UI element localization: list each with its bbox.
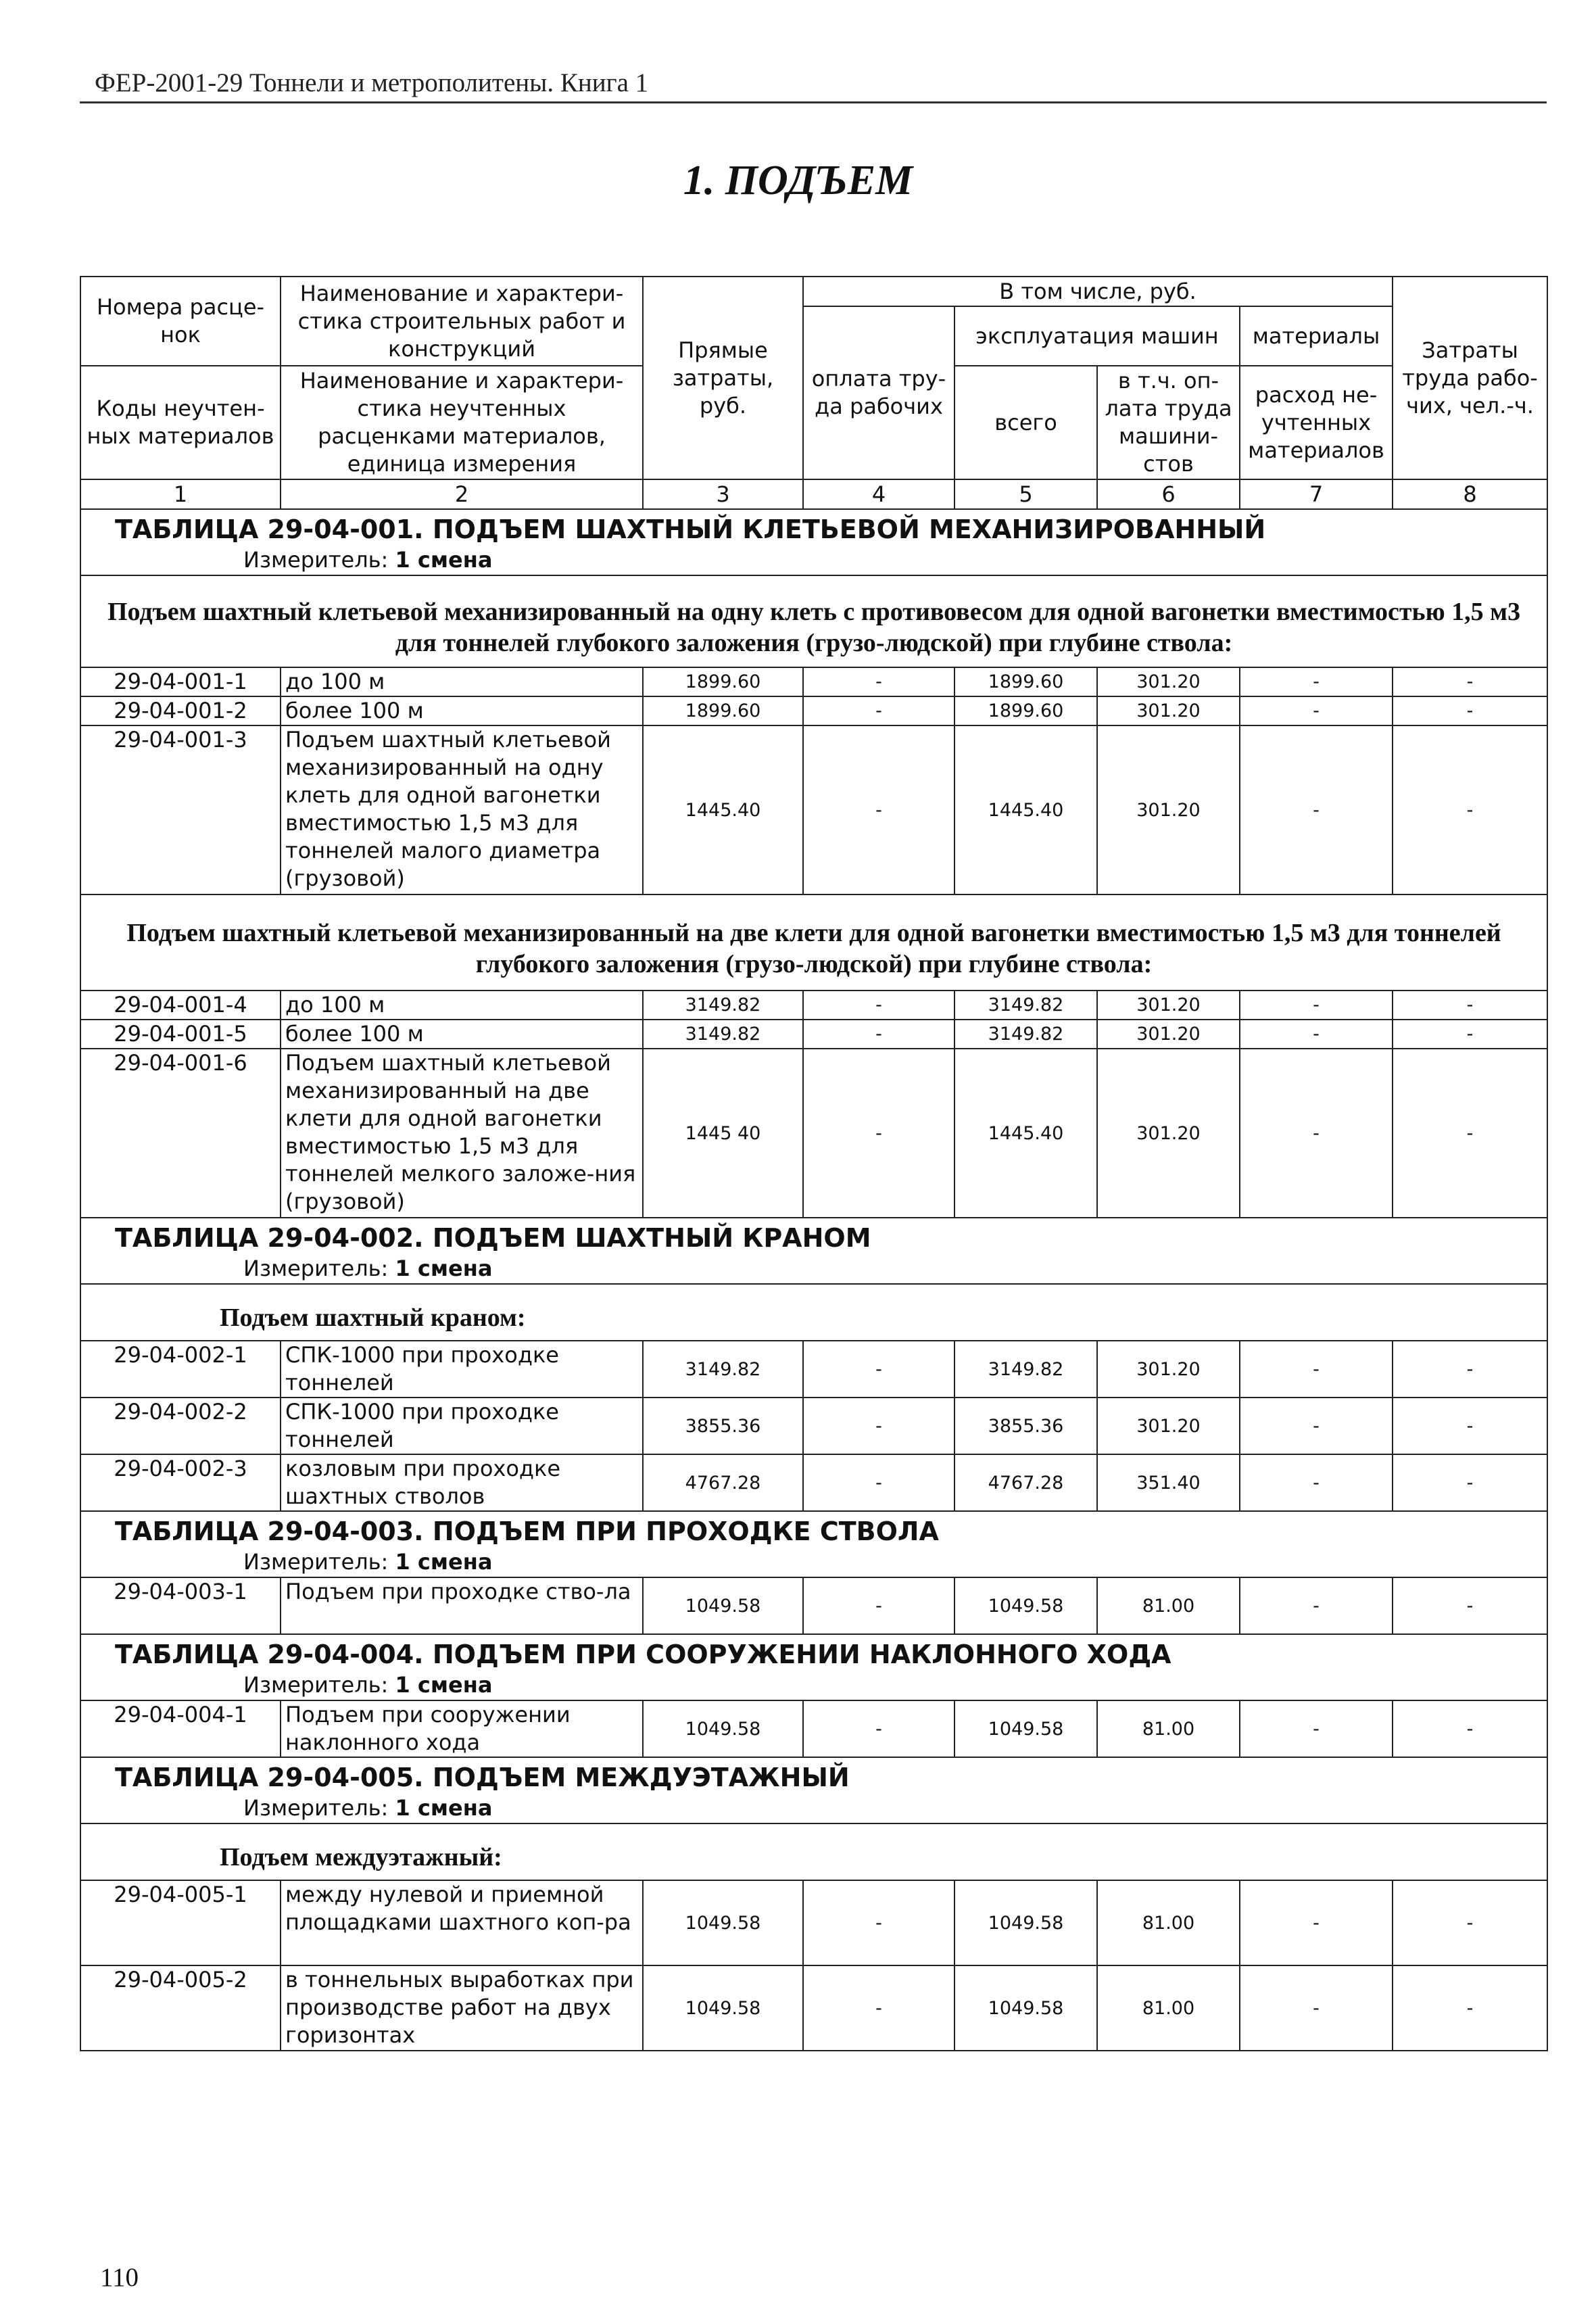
row-code: 29-04-001-5 [80,1020,281,1049]
row-code: 29-04-005-2 [80,1965,281,2051]
row-name: до 100 м [281,991,643,1020]
header-unaccounted-materials: расход не-учтенных материалов [1240,366,1393,479]
row-materials: - [1240,1049,1393,1218]
row-name: более 100 м [281,696,643,725]
header-material-name: Наименование и характери-стика неучтенных расценками материалов, единица измерения [281,366,643,479]
row-operators: 351.40 [1097,1454,1240,1511]
row-hours: - [1393,1020,1547,1049]
header-including: В том числе, руб. [803,277,1393,306]
row-materials: - [1240,1341,1393,1398]
row-name: СПК-1000 при проходке тоннелей [281,1398,643,1454]
row-materials: - [1240,1020,1393,1049]
header-row-1 [80,277,1547,306]
column-number: 6 [1097,479,1240,509]
page-number: 110 [100,2263,139,2292]
row-direct: 1049.58 [643,1880,803,1965]
measure-value: 1 смена [395,1671,493,1698]
header-rule [80,101,1547,103]
row-machines: 1049.58 [954,1965,1097,2051]
column-number: 4 [803,479,954,509]
measure-label: Измеритель: [243,1548,389,1575]
row-machines: 3149.82 [954,1020,1097,1049]
row-hours: - [1393,1049,1547,1218]
row-hours: - [1393,1341,1547,1398]
row-operators: 301.20 [1097,1020,1240,1049]
table-measure [80,1547,1547,1577]
row-labor: - [803,1965,954,2051]
header-materials: материалы [1240,306,1393,366]
table-row [80,1341,1547,1398]
row-labor: - [803,1020,954,1049]
row-operators: 301.20 [1097,991,1240,1020]
column-number: 1 [80,479,281,509]
row-hours: - [1393,1454,1547,1511]
measure-label: Измеритель: [243,546,389,573]
header-labor-hours: Затраты труда рабо-чих, чел.-ч. [1393,277,1547,479]
table-measure [80,1670,1547,1700]
measure-value: 1 смена [395,1548,493,1575]
table-row [80,1880,1547,1965]
row-direct: 1049.58 [643,1700,803,1757]
row-operators: 81.00 [1097,1965,1240,2051]
table-title: ТАБЛИЦА 29-04-004. ПОДЪЕМ ПРИ СООРУЖЕНИИ НАКЛОННОГО ХОДА [80,1634,1547,1670]
row-materials: - [1240,725,1393,894]
table-row [80,1020,1547,1049]
table-title: ТАБЛИЦА 29-04-001. ПОДЪЕМ ШАХТНЫЙ КЛЕТЬЕВОЙ МЕХАНИЗИРОВАННЫЙ [80,509,1547,545]
table-row [80,1454,1547,1511]
table-row [80,1049,1547,1218]
row-code: 29-04-002-2 [80,1398,281,1454]
table-row [80,725,1547,894]
row-hours: - [1393,1700,1547,1757]
row-name: в тоннельных выработках при производстве работ на двух горизонтах [281,1965,643,2051]
header-operators-pay: в т.ч. оп-лата труда машини-стов [1097,366,1240,479]
measure-value: 1 смена [395,1255,493,1281]
row-materials: - [1240,991,1393,1020]
chapter-title: 1. ПОДЪЕМ [683,158,913,204]
row-direct: 1049.58 [643,1965,803,2051]
row-name: Подъем при сооружении наклонного хода [281,1700,643,1757]
row-operators: 301.20 [1097,1398,1240,1454]
row-hours: - [1393,696,1547,725]
row-labor: - [803,1700,954,1757]
column-number: 2 [281,479,643,509]
table-row [80,1965,1547,2051]
measure-label: Измеритель: [243,1794,389,1821]
header-codes: Номера расце-нок [80,277,281,366]
header-direct-costs: Прямые затраты, руб. [643,277,803,479]
row-hours: - [1393,991,1547,1020]
row-materials: - [1240,696,1393,725]
table-measure [80,1793,1547,1823]
section-heading: Подъем шахтный клетьевой механизированный на две клети для одной вагонетки вместимостью 1,5 м3 для тоннелей глубокого заложения (грузо-людской) при глубине ствола: [80,894,1547,991]
row-materials: - [1240,1880,1393,1965]
row-code: 29-04-001-4 [80,991,281,1020]
table-row [80,1398,1547,1454]
table-row [80,991,1547,1020]
column-number: 5 [954,479,1097,509]
section-heading: Подъем междуэтажный: [80,1823,1547,1880]
row-code: 29-04-001-3 [80,725,281,894]
row-labor: - [803,1049,954,1218]
row-hours: - [1393,725,1547,894]
header-material-codes: Коды неучтен-ных материалов [80,366,281,479]
row-labor: - [803,1880,954,1965]
row-labor: - [803,667,954,696]
column-numbers-row [80,479,1547,509]
row-name: козловым при проходке шахтных стволов [281,1454,643,1511]
row-machines: 3149.82 [954,991,1097,1020]
row-machines: 1445.40 [954,1049,1097,1218]
row-materials: - [1240,1577,1393,1634]
row-machines: 1899.60 [954,696,1097,725]
row-operators: 301.20 [1097,1049,1240,1218]
row-name: Подъем шахтный клетьевой механизированный на две клети для одной вагонетки вместимостью 1,5 м3 для тоннелей мелкого заложе-ния (грузовой) [281,1049,643,1218]
row-machines: 1899.60 [954,667,1097,696]
row-materials: - [1240,667,1393,696]
row-hours: - [1393,1398,1547,1454]
row-hours: - [1393,1965,1547,2051]
row-labor: - [803,725,954,894]
row-operators: 81.00 [1097,1577,1240,1634]
row-name: Подъем шахтный клетьевой механизированный на одну клеть для одной вагонетки вместимостью 1,5 м3 для тоннелей малого диаметра (грузовой) [281,725,643,894]
row-labor: - [803,991,954,1020]
measure-label: Измеритель: [243,1255,389,1281]
row-name: Подъем при проходке ство-ла [281,1577,643,1634]
row-materials: - [1240,1398,1393,1454]
row-materials: - [1240,1700,1393,1757]
row-operators: 301.20 [1097,1341,1240,1398]
row-labor: - [803,1341,954,1398]
row-direct: 3149.82 [643,1341,803,1398]
row-code: 29-04-003-1 [80,1577,281,1634]
row-name: до 100 м [281,667,643,696]
row-direct: 4767.28 [643,1454,803,1511]
row-operators: 81.00 [1097,1880,1240,1965]
row-direct: 3149.82 [643,1020,803,1049]
row-code: 29-04-001-2 [80,696,281,725]
column-number: 3 [643,479,803,509]
row-materials: - [1240,1454,1393,1511]
row-direct: 1049.58 [643,1577,803,1634]
measure-value: 1 смена [395,1794,493,1821]
header-machines: эксплуатация машин [954,306,1240,366]
row-operators: 301.20 [1097,696,1240,725]
row-direct: 1899.60 [643,696,803,725]
row-name: СПК-1000 при проходке тоннелей [281,1341,643,1398]
row-machines: 3855.36 [954,1398,1097,1454]
row-machines: 1445.40 [954,725,1097,894]
row-code: 29-04-002-1 [80,1341,281,1398]
section-heading: Подъем шахтный краном: [80,1284,1547,1341]
row-machines: 4767.28 [954,1454,1097,1511]
table-row [80,667,1547,696]
table-row [80,1700,1547,1757]
column-number: 7 [1240,479,1393,509]
table-row [80,696,1547,725]
table-title: ТАБЛИЦА 29-04-003. ПОДЪЕМ ПРИ ПРОХОДКЕ СТВОЛА [80,1511,1547,1547]
row-labor: - [803,1577,954,1634]
row-operators: 301.20 [1097,667,1240,696]
row-hours: - [1393,667,1547,696]
section-heading: Подъем шахтный клетьевой механизированный на одну клеть с противовесом для одной вагонетки вместимостью 1,5 м3 для тоннелей глубокого заложения (грузо-людской) при глубине ствола: [80,575,1547,667]
row-hours: - [1393,1880,1547,1965]
price-table [80,276,1548,2051]
row-direct: 3149.82 [643,991,803,1020]
row-materials: - [1240,1965,1393,2051]
row-direct: 1899.60 [643,667,803,696]
table-measure [80,1254,1547,1284]
row-code: 29-04-004-1 [80,1700,281,1757]
row-direct: 1445.40 [643,725,803,894]
row-machines: 1049.58 [954,1700,1097,1757]
row-machines: 3149.82 [954,1341,1097,1398]
row-direct: 1445 40 [643,1049,803,1218]
row-hours: - [1393,1577,1547,1634]
row-direct: 3855.36 [643,1398,803,1454]
row-code: 29-04-001-6 [80,1049,281,1218]
row-operators: 301.20 [1097,725,1240,894]
row-name: между нулевой и приемной площадками шахтного коп-ра [281,1880,643,1965]
row-operators: 81.00 [1097,1700,1240,1757]
running-header: ФЕР-2001-29 Тоннели и метрополитены. Книга 1 [95,68,649,97]
row-labor: - [803,1454,954,1511]
header-work-name: Наименование и характери-стика строительных работ и конструкций [281,277,643,366]
row-labor: - [803,696,954,725]
measure-label: Измеритель: [243,1671,389,1698]
header-machines-total: всего [954,366,1097,479]
row-code: 29-04-002-3 [80,1454,281,1511]
table-row [80,1577,1547,1634]
column-number: 8 [1393,479,1547,509]
row-name: более 100 м [281,1020,643,1049]
table-title: ТАБЛИЦА 29-04-002. ПОДЪЕМ ШАХТНЫЙ КРАНОМ [80,1218,1547,1254]
row-code: 29-04-005-1 [80,1880,281,1965]
row-code: 29-04-001-1 [80,667,281,696]
row-labor: - [803,1398,954,1454]
header-labor-pay: оплата тру-да рабочих [803,306,954,479]
row-machines: 1049.58 [954,1577,1097,1634]
row-machines: 1049.58 [954,1880,1097,1965]
table-title: ТАБЛИЦА 29-04-005. ПОДЪЕМ МЕЖДУЭТАЖНЫЙ [80,1757,1547,1793]
table-measure [80,545,1547,575]
measure-value: 1 смена [395,546,493,573]
